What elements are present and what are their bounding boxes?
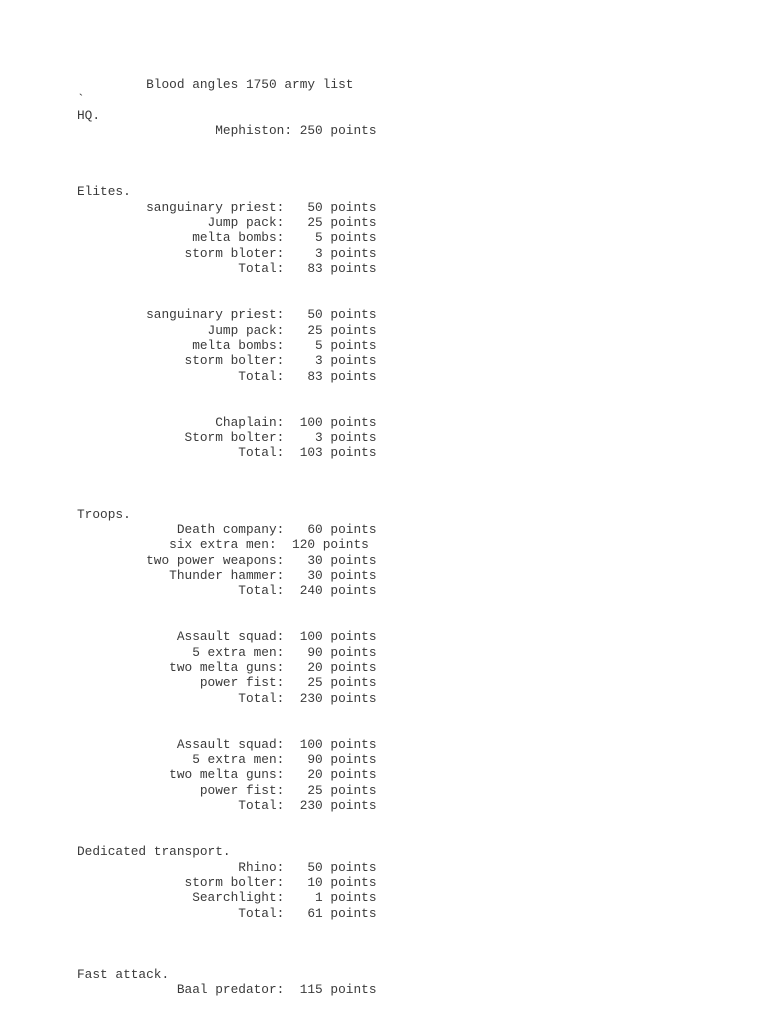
blank-line bbox=[77, 154, 377, 169]
blank-line bbox=[77, 476, 377, 491]
text-line: sanguinary priest: 50 points bbox=[77, 199, 377, 215]
text-line: power fist: 25 points bbox=[77, 782, 377, 798]
text-line: Total: 240 points bbox=[77, 583, 377, 599]
text-line: Total: 61 points bbox=[77, 905, 377, 921]
blank-line bbox=[77, 721, 377, 736]
blank-line bbox=[77, 814, 377, 829]
army-list-text bbox=[77, 77, 377, 998]
blank-line bbox=[77, 384, 377, 399]
text-line: Elites. bbox=[77, 184, 131, 200]
text-line: Chaplain: 100 points bbox=[77, 414, 377, 430]
text-line: HQ. bbox=[77, 107, 101, 123]
text-line: six extra men: 120 points bbox=[77, 537, 369, 553]
text-line: ` bbox=[77, 92, 85, 108]
text-line: Assault squad: 100 points bbox=[77, 629, 377, 645]
text-line: Blood angles 1750 army list bbox=[77, 77, 354, 92]
text-line: Rhino: 50 points bbox=[77, 859, 377, 875]
text-line: Assault squad: 100 points bbox=[77, 736, 377, 752]
text-line: 5 extra men: 90 points bbox=[77, 752, 377, 768]
text-line: Death company: 60 points bbox=[77, 521, 377, 537]
text-line: melta bombs: 5 points bbox=[77, 337, 377, 353]
text-line: storm bolter: 3 points bbox=[77, 353, 377, 369]
blank-line bbox=[77, 461, 377, 476]
blank-line bbox=[77, 706, 377, 721]
text-line: Total: 83 points bbox=[77, 261, 377, 277]
blank-line bbox=[77, 169, 377, 184]
text-line: power fist: 25 points bbox=[77, 675, 377, 691]
text-line: Troops. bbox=[77, 506, 131, 522]
text-line: two melta guns: 20 points bbox=[77, 767, 377, 783]
text-line: Mephiston: 250 points bbox=[77, 123, 377, 139]
blank-line bbox=[77, 399, 377, 414]
blank-line bbox=[77, 614, 377, 629]
blank-line bbox=[77, 829, 377, 844]
text-line: Total: 230 points bbox=[77, 798, 377, 814]
text-line: Thunder hammer: 30 points bbox=[77, 568, 377, 583]
blank-line bbox=[77, 936, 377, 951]
text-line: two power weapons: 30 points bbox=[77, 552, 377, 568]
text-line: Searchlight: 1 points bbox=[77, 890, 377, 906]
text-line: Total: 83 points bbox=[77, 368, 377, 384]
text-line: storm bloter: 3 points bbox=[77, 245, 377, 261]
text-line: 5 extra men: 90 points bbox=[77, 644, 377, 660]
blank-line bbox=[77, 599, 377, 614]
blank-line bbox=[77, 276, 377, 291]
blank-line bbox=[77, 921, 377, 936]
text-line: Dedicated transport. bbox=[77, 844, 231, 860]
text-line: Storm bolter: 3 points bbox=[77, 429, 377, 445]
text-line: Baal predator: 115 points bbox=[77, 982, 377, 998]
text-line: Total: 103 points bbox=[77, 445, 377, 461]
blank-line bbox=[77, 138, 377, 153]
text-line: Total: 230 points bbox=[77, 690, 377, 706]
blank-line bbox=[77, 491, 377, 506]
text-line: storm bolter: 10 points bbox=[77, 874, 377, 890]
blank-line bbox=[77, 292, 377, 307]
text-line: melta bombs: 5 points bbox=[77, 230, 377, 246]
text-line: two melta guns: 20 points bbox=[77, 660, 377, 676]
text-line: Fast attack. bbox=[77, 966, 170, 982]
text-line: sanguinary priest: 50 points bbox=[77, 307, 377, 323]
text-line: Jump pack: 25 points bbox=[77, 215, 377, 231]
blank-line bbox=[77, 952, 377, 967]
text-line: Jump pack: 25 points bbox=[77, 322, 377, 338]
